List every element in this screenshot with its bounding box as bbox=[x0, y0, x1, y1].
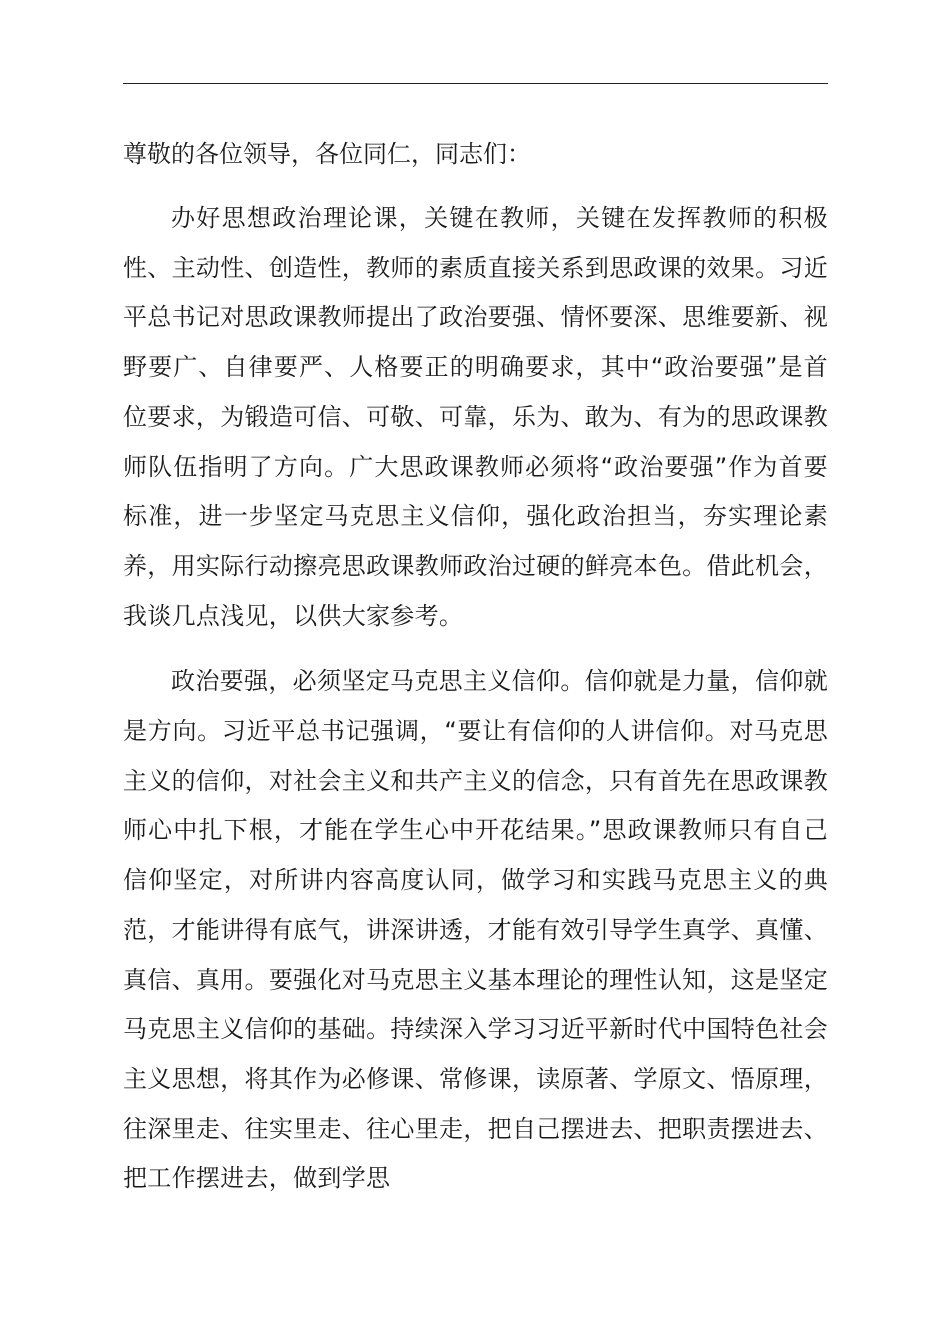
paragraph-belief: 政治要强，必须坚定马克思主义信仰。信仰就是力量，信仰就是方向。习近平总书记强调，“要让有信仰的人讲信仰。对马克思主义的信仰，对社会主义和共产主义的信念，只有首先在思政课教师心中扎下根，才能在学生心中开花结果。”思政课教师只有自己信仰坚定，对所讲内容高度认同，做学习和实践马克思主义的典范，才能讲得有底气，讲深讲透，才能有效引导学生真学、真懂、真信、真用。要强化对马克思主义基本理论的理性认知，这是坚定马克思主义信仰的基础。持续深入学习习近平新时代中国特色社会主义思想，将其作为必修课、常修课，读原著、学原文、悟原理，往深里走、往实里走、往心里走，把自己摆进去、把职责摆进去、把工作摆进去，做到学思 bbox=[123, 667, 828, 1193]
header-rule bbox=[123, 83, 828, 84]
document-body bbox=[123, 129, 828, 1204]
paragraph-intro: 办好思想政治理论课，关键在教师，关键在发挥教师的积极性、主动性、创造性，教师的素质直接关系到思政课的效果。习近平总书记对思政课教师提出了政治要强、情怀要深、思维要新、视野要广、自律要严、人格要正的明确要求，其中“政治要强”是首位要求，为锻造可信、可敬、可靠，乐为、敢为、有为的思政课教师队伍指明了方向。广大思政课教师必须将“政治要强”作为首要标准，进一步坚定马克思主义信仰，强化政治担当，夯实理论素养，用实际行动擦亮思政课教师政治过硬的鲜亮本色。借此机会，我谈几点浅见，以供大家参考。 bbox=[123, 204, 828, 630]
salutation: 尊敬的各位领导，各位同仁，同志们： bbox=[123, 140, 531, 168]
